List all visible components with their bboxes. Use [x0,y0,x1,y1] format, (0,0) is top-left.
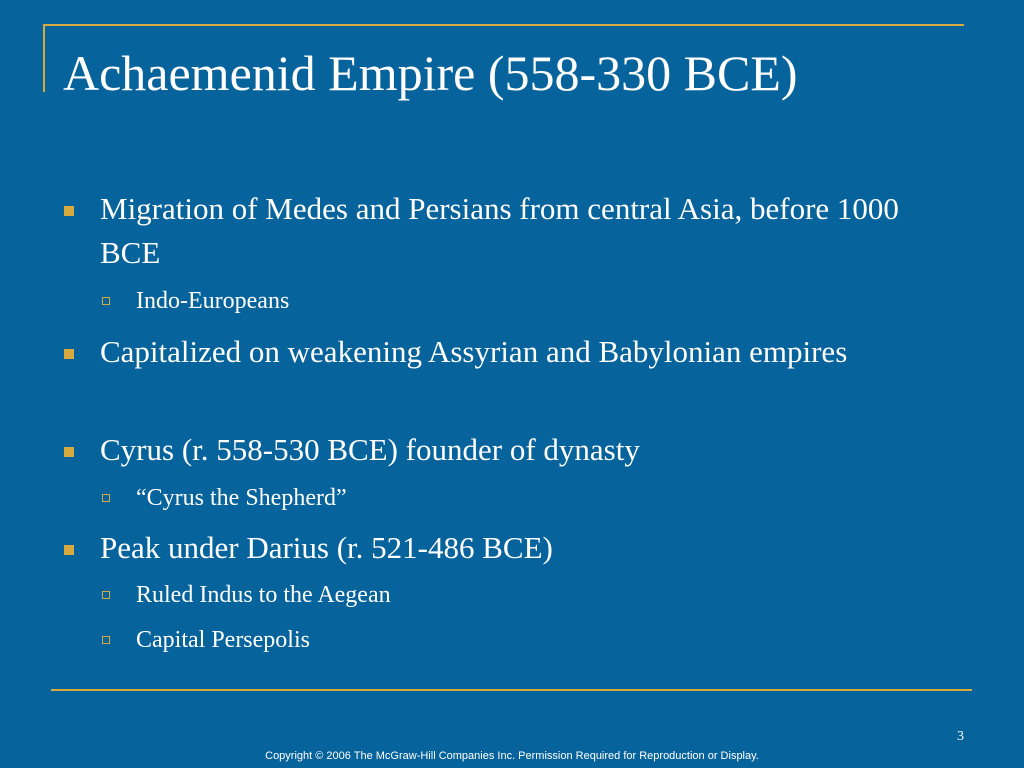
sub-bullet-text: “Cyrus the Shepherd” [136,485,347,511]
sub-bullet-item [136,624,896,656]
bullet-item [100,526,900,570]
bullet-text: Peak under Darius (r. 521-486 BCE) [100,530,553,565]
sub-bullet-text: Indo-Europeans [136,288,290,314]
bullet-item [100,187,900,275]
sub-bullet-item [136,579,896,611]
sub-bullet-text: Ruled Indus to the Aegean [136,582,391,608]
hollow-square-bullet-icon [102,494,110,502]
hollow-square-bullet-icon [102,297,110,305]
sub-bullet-text: Capital Persepolis [136,627,310,653]
bullet-text: Capitalized on weakening Assyrian and Babylonian empires [100,334,848,369]
slide-title: Achaemenid Empire (558-330 BCE) [63,45,798,101]
filled-square-bullet-icon [64,447,74,457]
hollow-square-bullet-icon [102,591,110,599]
footer-divider-line [51,689,972,691]
filled-square-bullet-icon [64,206,74,216]
bullet-text: Cyrus (r. 558-530 BCE) founder of dynasty [100,432,640,467]
bullet-text: Migration of Medes and Persians from central Asia, before 1000 BCE [100,191,899,270]
copyright-notice: Copyright © 2006 The McGraw-Hill Companies Inc. Permission Required for Reproduction or Display. [265,750,759,762]
sub-bullet-item [136,285,896,317]
hollow-square-bullet-icon [102,636,110,644]
filled-square-bullet-icon [64,545,74,555]
page-number: 3 [957,729,964,744]
filled-square-bullet-icon [64,349,74,359]
bullet-item [100,428,900,472]
sub-bullet-item [136,482,896,514]
bullet-item [100,330,900,374]
